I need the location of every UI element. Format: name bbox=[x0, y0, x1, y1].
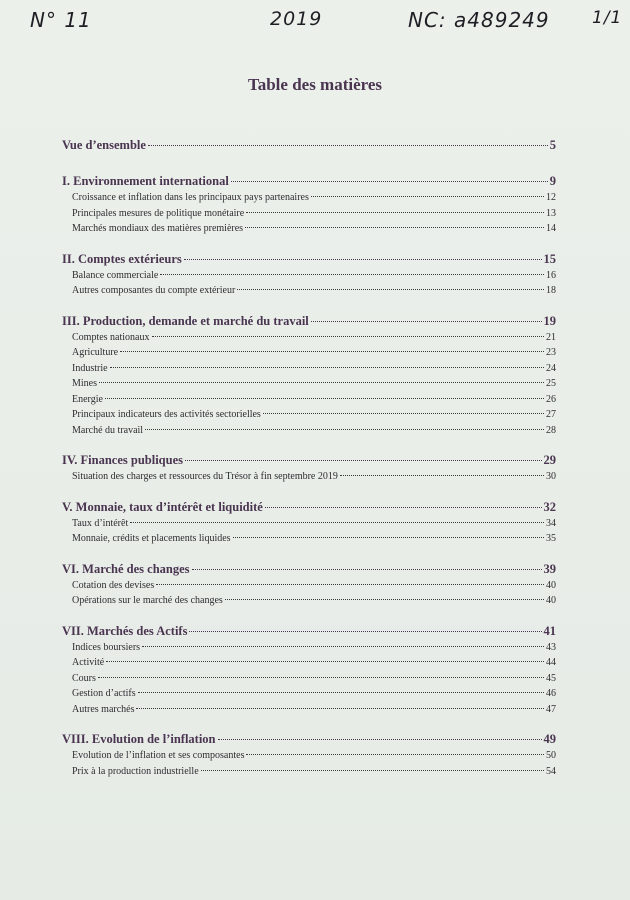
toc-heading-label: VII. Marchés des Actifs bbox=[62, 623, 188, 638]
toc-entry[interactable] bbox=[62, 270, 556, 286]
toc-entry-page: 50 bbox=[546, 750, 556, 761]
toc-heading-page: 41 bbox=[543, 623, 556, 638]
toc-entry[interactable] bbox=[62, 425, 556, 441]
dot-leader bbox=[246, 212, 544, 213]
toc-heading-label: IV. Finances publiques bbox=[62, 453, 183, 467]
toc-entry[interactable] bbox=[62, 750, 556, 766]
toc-heading[interactable] bbox=[62, 562, 556, 580]
toc-entry-page: 30 bbox=[546, 471, 556, 482]
toc-heading-label: VIII. Evolution de l’inflation bbox=[62, 732, 216, 746]
dot-leader bbox=[311, 321, 542, 322]
toc-heading-label: III. Production, demande et marché du travail bbox=[62, 313, 309, 328]
toc-heading[interactable] bbox=[62, 453, 556, 471]
handwritten-count: 1/1 bbox=[592, 8, 623, 28]
toc-section bbox=[62, 562, 556, 611]
toc-entry[interactable] bbox=[62, 673, 556, 689]
toc-entry-label: Industrie bbox=[72, 362, 108, 374]
toc-entry-label: Autres marchés bbox=[72, 703, 135, 715]
dot-leader bbox=[160, 274, 544, 275]
toc-entry-page: 43 bbox=[546, 641, 556, 653]
toc-section bbox=[62, 314, 556, 441]
toc-entry-label: Autres composantes du compte extérieur bbox=[72, 285, 236, 296]
toc-entry[interactable] bbox=[62, 704, 556, 720]
toc-section bbox=[62, 453, 556, 487]
toc-entry[interactable] bbox=[62, 332, 556, 348]
toc-entry[interactable] bbox=[62, 471, 556, 487]
toc-entry[interactable] bbox=[62, 208, 556, 224]
dot-leader bbox=[99, 382, 544, 383]
toc-entry[interactable] bbox=[62, 642, 556, 658]
handwritten-number: N° 11 bbox=[30, 8, 92, 32]
toc-entry-page: 27 bbox=[546, 409, 556, 420]
toc-entry-page: 21 bbox=[546, 331, 556, 343]
toc-heading-label: V. Monnaie, taux d’intérêt et liquidité bbox=[62, 499, 263, 514]
toc-entry-label: Cours bbox=[72, 672, 96, 684]
dot-leader bbox=[233, 537, 544, 538]
toc-overview bbox=[62, 138, 556, 156]
dot-leader bbox=[189, 631, 541, 632]
dot-leader bbox=[218, 739, 542, 740]
toc-entry-page: 47 bbox=[546, 703, 556, 715]
toc-entry-label: Mines bbox=[72, 378, 97, 389]
toc-heading-page: 5 bbox=[549, 138, 556, 152]
toc-entry-page: 54 bbox=[546, 765, 556, 777]
toc-entry[interactable] bbox=[62, 285, 556, 301]
dot-leader bbox=[152, 336, 545, 337]
toc-entry-page: 28 bbox=[546, 424, 556, 436]
dot-leader bbox=[225, 599, 544, 600]
toc-entry-label: Prix à la production industrielle bbox=[72, 765, 199, 777]
toc-entry-page: 25 bbox=[546, 378, 556, 389]
toc-heading-label: II. Comptes extérieurs bbox=[62, 251, 182, 266]
toc-heading[interactable] bbox=[62, 500, 556, 518]
toc-heading[interactable] bbox=[62, 624, 556, 642]
dot-leader bbox=[245, 227, 544, 228]
toc-entry[interactable] bbox=[62, 394, 556, 410]
toc-entry-label: Evolution de l’inflation et ses composantes bbox=[72, 750, 245, 761]
toc-entry-page: 45 bbox=[546, 672, 556, 684]
toc-entry[interactable] bbox=[62, 688, 556, 704]
dot-leader bbox=[105, 398, 544, 399]
toc-entry-label: Energie bbox=[72, 393, 103, 405]
toc-entry[interactable] bbox=[62, 347, 556, 363]
table-of-contents bbox=[62, 138, 556, 794]
toc-entry[interactable] bbox=[62, 518, 556, 534]
toc-heading-page: 15 bbox=[543, 251, 556, 266]
toc-entry-page: 35 bbox=[546, 533, 556, 544]
toc-entry-page: 23 bbox=[546, 347, 556, 358]
dot-leader bbox=[130, 522, 544, 523]
toc-entry[interactable] bbox=[62, 533, 556, 549]
toc-heading-page: 32 bbox=[543, 499, 556, 514]
toc-sections bbox=[62, 174, 556, 781]
toc-section bbox=[62, 174, 556, 239]
toc-entry[interactable] bbox=[62, 363, 556, 379]
toc-entry-label: Indices boursiers bbox=[72, 641, 141, 653]
toc-heading[interactable] bbox=[62, 252, 556, 270]
toc-heading-label: Vue d’ensemble bbox=[62, 138, 146, 152]
toc-entry-label: Marchés mondiaux des matières premières bbox=[72, 223, 244, 234]
toc-entry-label: Gestion d’actifs bbox=[72, 688, 136, 699]
toc-entry[interactable] bbox=[62, 223, 556, 239]
toc-entry-page: 40 bbox=[546, 579, 556, 591]
dot-leader bbox=[192, 569, 542, 570]
toc-heading[interactable] bbox=[62, 314, 556, 332]
dot-leader bbox=[185, 460, 542, 461]
toc-entry-label: Balance commerciale bbox=[72, 269, 159, 281]
dot-leader bbox=[145, 429, 544, 430]
toc-entry[interactable] bbox=[62, 580, 556, 596]
toc-entry-label: Taux d’intérêt bbox=[72, 517, 129, 529]
toc-heading[interactable] bbox=[62, 174, 556, 192]
toc-heading-label: VI. Marché des changes bbox=[62, 561, 190, 576]
toc-entry-label: Principaux indicateurs des activités sectorielles bbox=[72, 409, 261, 420]
dot-leader bbox=[138, 692, 544, 693]
dot-leader bbox=[156, 584, 544, 585]
dot-leader bbox=[340, 475, 544, 476]
toc-entry-page: 26 bbox=[546, 393, 556, 405]
toc-entry-page: 14 bbox=[546, 223, 556, 234]
handwritten-year: 2019 bbox=[270, 8, 323, 30]
toc-entry-page: 16 bbox=[546, 269, 556, 281]
dot-leader bbox=[148, 145, 548, 146]
toc-entry-page: 40 bbox=[546, 595, 556, 606]
dot-leader bbox=[246, 754, 544, 755]
toc-entry-page: 46 bbox=[546, 688, 556, 699]
dot-leader bbox=[136, 708, 544, 709]
toc-entry[interactable] bbox=[62, 192, 556, 208]
dot-leader bbox=[231, 181, 548, 182]
toc-entry-label: Comptes nationaux bbox=[72, 331, 150, 343]
page-title: Table des matières bbox=[247, 75, 383, 94]
toc-entry-label: Opérations sur le marché des changes bbox=[72, 595, 223, 606]
dot-leader bbox=[237, 289, 544, 290]
dot-leader bbox=[106, 661, 544, 662]
handwritten-reference: NC: a489249 bbox=[408, 8, 550, 32]
toc-entry-page: 34 bbox=[546, 517, 556, 529]
toc-entry-label: Croissance et inflation dans les principaux pays partenaires bbox=[72, 192, 309, 203]
toc-section bbox=[62, 252, 556, 301]
dot-leader bbox=[110, 367, 544, 368]
toc-heading-label: I. Environnement international bbox=[62, 174, 229, 188]
toc-section bbox=[62, 624, 556, 720]
toc-heading-page: 19 bbox=[543, 313, 556, 328]
dot-leader bbox=[184, 259, 542, 260]
toc-section bbox=[62, 500, 556, 549]
toc-entry[interactable] bbox=[62, 657, 556, 673]
toc-heading-page: 29 bbox=[543, 453, 556, 467]
toc-entry-page: 18 bbox=[546, 285, 556, 296]
dot-leader bbox=[263, 413, 544, 414]
dot-leader bbox=[265, 507, 542, 508]
toc-entry-label: Agriculture bbox=[72, 347, 119, 358]
toc-heading-page: 9 bbox=[549, 174, 556, 188]
toc-heading[interactable] bbox=[62, 732, 556, 750]
toc-entry[interactable] bbox=[62, 766, 556, 782]
toc-heading[interactable] bbox=[62, 138, 556, 156]
toc-heading-page: 39 bbox=[543, 561, 556, 576]
dot-leader bbox=[142, 646, 544, 647]
toc-heading-page: 49 bbox=[543, 732, 556, 746]
toc-entry-page: 44 bbox=[546, 657, 556, 668]
dot-leader bbox=[201, 770, 544, 771]
toc-entry-label: Monnaie, crédits et placements liquides bbox=[72, 533, 231, 544]
dot-leader bbox=[311, 196, 544, 197]
toc-section bbox=[62, 732, 556, 781]
toc-entry[interactable] bbox=[62, 595, 556, 611]
dot-leader bbox=[98, 677, 544, 678]
dot-leader bbox=[120, 351, 544, 352]
toc-entry-page: 24 bbox=[546, 362, 556, 374]
toc-entry-page: 12 bbox=[546, 192, 556, 203]
toc-entry-page: 13 bbox=[546, 207, 556, 219]
toc-entry-label: Principales mesures de politique monétaire bbox=[72, 207, 245, 219]
toc-entry-label: Cotation des devises bbox=[72, 579, 155, 591]
toc-entry[interactable] bbox=[62, 378, 556, 394]
toc-entry-label: Situation des charges et ressources du Trésor à fin septembre 2019 bbox=[72, 471, 338, 482]
toc-entry[interactable] bbox=[62, 409, 556, 425]
toc-entry-label: Marché du travail bbox=[72, 424, 144, 436]
toc-entry-label: Activité bbox=[72, 657, 105, 668]
